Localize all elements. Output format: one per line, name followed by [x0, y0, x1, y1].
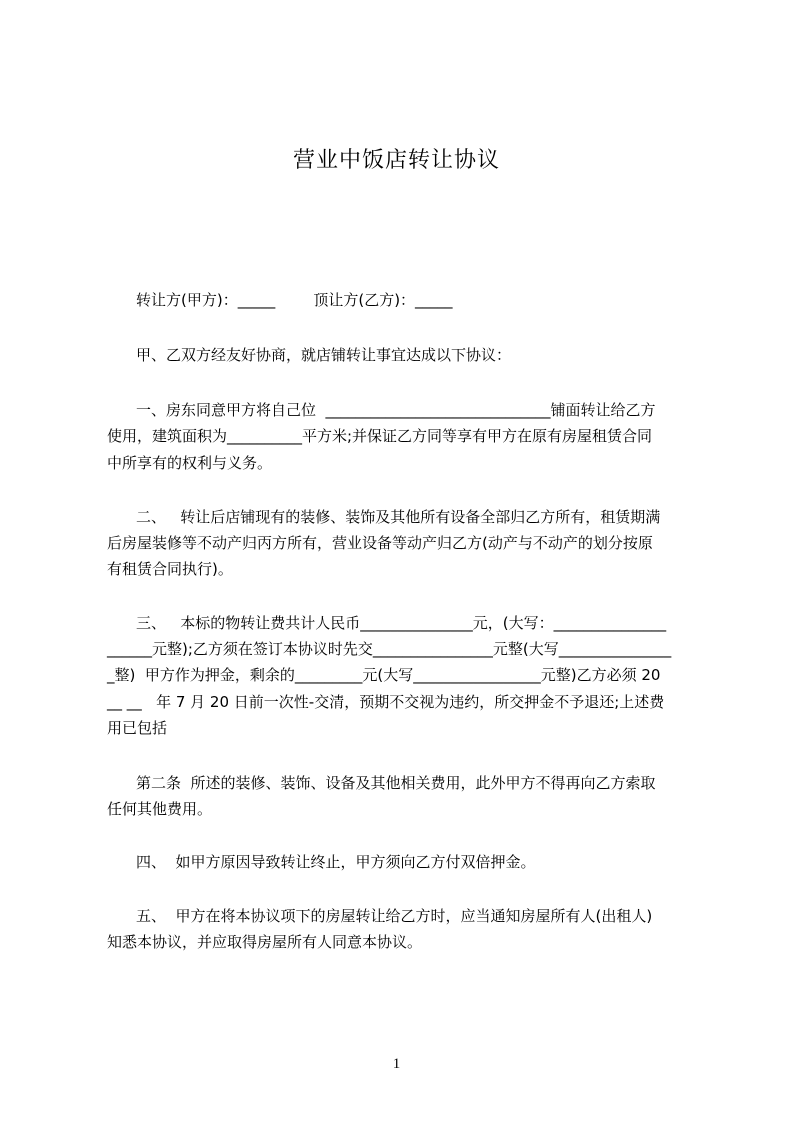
clause-1-line: 使用，建筑面积为__________平方米;并保证乙方同等享有甲方在原有房屋租赁合同 [107, 427, 653, 445]
clause-1-line: 中所享有的权利与义务。 [107, 454, 273, 472]
clause-2-line: 二、 转让后店铺现有的装修、装饰及其他所有设备全部归乙方所有，租赁期满 [136, 508, 661, 526]
clause-2-line: 后房屋装修等不动产归丙方所有，营业设备等动产归乙方(动产与不动产的划分按原 [107, 534, 653, 552]
page-number: 1 [392, 1056, 401, 1072]
clause-5-line: 五、 甲方在将本协议项下的房屋转让给乙方时，应当通知房屋所有人(出租人) [136, 907, 653, 925]
clause-4: 四、 如甲方原因导致转让终止，甲方须向乙方付双倍押金。 [136, 853, 536, 871]
clause-2-line: 有租赁合同执行)。 [107, 560, 233, 578]
clause-3-line: 三、 本标的物转让费共计人民币_______________元，(大写：_______________ [136, 614, 667, 632]
clause-3-line: _整) 甲方作为押金，剩余的_________元(大写_________________元整)乙方必须 20 [107, 666, 661, 684]
document-title: 营业中饭店转让协议 [292, 148, 500, 173]
clause-5-line: 知悉本协议，并应取得房屋所有人同意本协议。 [107, 933, 423, 951]
clause-3-line: __ __ 年 7 月 20 日前一次性-交清，预期不交视为违约，所交押金不予退还;上述费 [107, 693, 665, 711]
parties-line: 转让方(甲方)：_____ 顶让方(乙方)：_____ [136, 291, 453, 309]
article-2-line: 第二条 所述的装修、装饰、设备及其他相关费用，此外甲方不得再向乙方索取 [136, 774, 656, 792]
clause-1-line: 一、房东同意甲方将自己位 ______________________________铺面转让给乙方 [136, 401, 656, 419]
article-2-line: 任何其他费用。 [107, 800, 213, 818]
clause-3-line: ______元整);乙方须在签订本协议时先交________________元整(大写_______________ [107, 640, 672, 658]
intro-paragraph: 甲、乙双方经友好协商，就店铺转让事宜达成以下协议： [136, 346, 512, 364]
clause-3-line: 用已包括 [107, 719, 168, 737]
